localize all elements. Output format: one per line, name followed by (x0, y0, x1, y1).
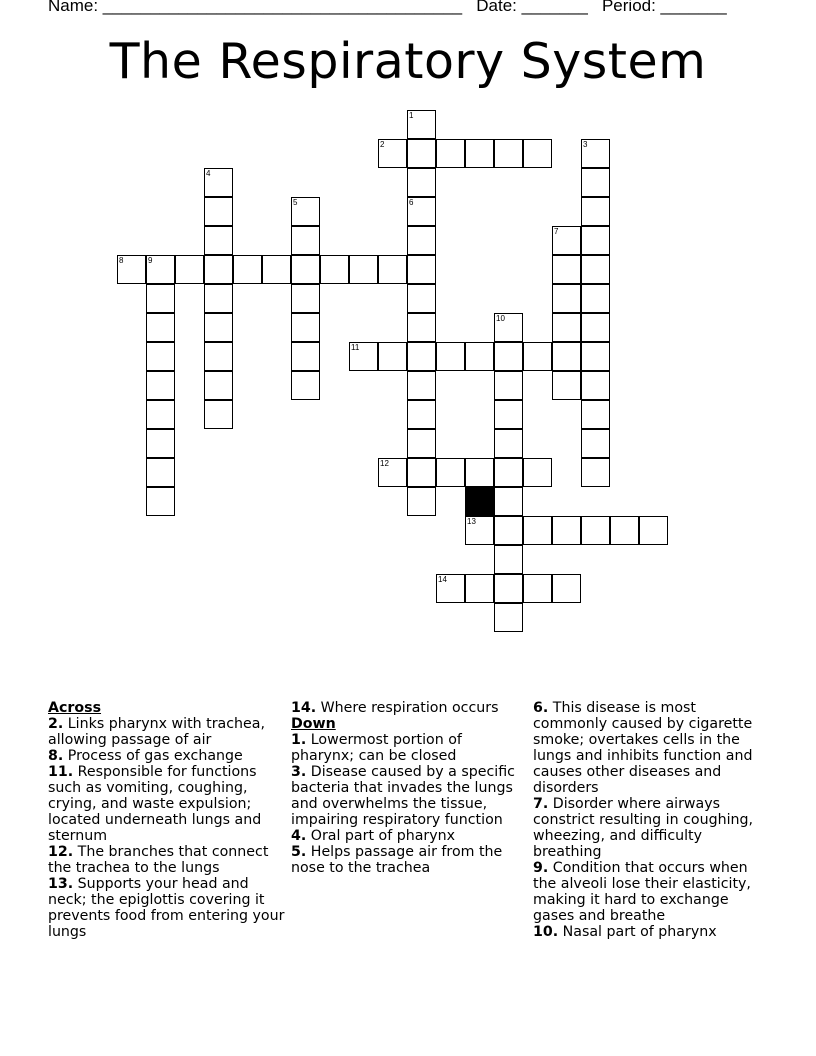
down-heading: Down (291, 716, 336, 732)
across-clue: 11. Responsible for functions such as vomiting, coughing, crying, and waste expulsion; located underneath lungs and sternum (48, 764, 262, 844)
crossword-cell[interactable] (581, 400, 610, 429)
crossword-cell[interactable] (378, 139, 407, 168)
clue-number: 1 (409, 111, 414, 120)
clue-number: 3 (583, 140, 588, 149)
crossword-cell[interactable] (465, 458, 494, 487)
crossword-cell[interactable] (291, 284, 320, 313)
clue-number: 6 (409, 198, 414, 207)
across-clue: 8. Process of gas exchange (48, 748, 243, 764)
crossword-cell[interactable] (581, 458, 610, 487)
clues-column-1 (48, 700, 286, 940)
crossword-cell[interactable] (233, 255, 262, 284)
crossword-cell[interactable] (552, 371, 581, 400)
crossword-cell[interactable] (407, 400, 436, 429)
clue-number: 5 (293, 198, 298, 207)
clues-column-2 (291, 700, 527, 876)
crossword-cell[interactable] (407, 458, 436, 487)
crossword-cell[interactable] (581, 342, 610, 371)
crossword-cell[interactable] (349, 255, 378, 284)
crossword-cell[interactable] (494, 139, 523, 168)
crossword-cell[interactable] (407, 197, 436, 226)
crossword-cell[interactable] (436, 458, 465, 487)
crossword-cell[interactable] (436, 139, 465, 168)
crossword-cell[interactable] (204, 197, 233, 226)
crossword-cell[interactable] (146, 400, 175, 429)
across-clue: 13. Supports your head and neck; the epiglottis covering it prevents food from entering your lungs (48, 876, 285, 940)
crossword-cell[interactable] (407, 110, 436, 139)
date-field[interactable]: Date: _______ (476, 0, 588, 15)
crossword-cell[interactable] (552, 284, 581, 313)
crossword-cell[interactable] (378, 458, 407, 487)
crossword-cell[interactable] (581, 284, 610, 313)
clues-column-3 (533, 700, 773, 940)
crossword-cell[interactable] (581, 255, 610, 284)
down-clue: 1. Lowermost portion of pharynx; can be closed (291, 732, 462, 764)
crossword-cell[interactable] (552, 516, 581, 545)
crossword-cell[interactable] (610, 516, 639, 545)
crossword-cell[interactable] (407, 429, 436, 458)
down-clue: 6. This disease is most commonly caused by cigarette smoke; overtakes cells in the lungs and inhibits function and causes other diseases and disorders (533, 700, 753, 796)
crossword-cell[interactable] (639, 516, 668, 545)
crossword-cell[interactable] (523, 516, 552, 545)
crossword-cell[interactable] (494, 371, 523, 400)
crossword-cell[interactable] (465, 139, 494, 168)
clue-number: 10 (496, 314, 505, 323)
crossword-cell[interactable] (204, 313, 233, 342)
clue-number: 4 (206, 169, 211, 178)
crossword-cell[interactable] (494, 458, 523, 487)
crossword-cell[interactable] (146, 429, 175, 458)
crossword-cell[interactable] (146, 284, 175, 313)
down-clue: 7. Disorder where airways constrict resulting in coughing, wheezing, and difficulty breathing (533, 796, 754, 860)
crossword-cell[interactable] (465, 342, 494, 371)
crossword-cell[interactable] (523, 574, 552, 603)
crossword-cell[interactable] (581, 371, 610, 400)
crossword-cell[interactable] (494, 400, 523, 429)
crossword-cell[interactable] (407, 226, 436, 255)
crossword-cell[interactable] (494, 516, 523, 545)
crossword-cell[interactable] (552, 226, 581, 255)
crossword-cell[interactable] (262, 255, 291, 284)
crossword-cell[interactable] (552, 313, 581, 342)
page-title: The Respiratory System (109, 33, 707, 90)
crossword-cell[interactable] (291, 313, 320, 342)
clue-number: 8 (119, 256, 124, 265)
crossword-cell[interactable] (117, 255, 146, 284)
across-heading: Across (48, 700, 102, 716)
crossword-cell[interactable] (407, 371, 436, 400)
crossword-cell[interactable] (204, 371, 233, 400)
crossword-cell[interactable] (523, 139, 552, 168)
crossword-cell[interactable] (494, 342, 523, 371)
name-field[interactable]: Name: ______________________________________ (48, 0, 463, 15)
crossword-cell[interactable] (494, 574, 523, 603)
crossword-cell[interactable] (436, 342, 465, 371)
crossword-cell[interactable] (349, 342, 378, 371)
crossword-cell[interactable] (494, 487, 523, 516)
crossword-cell[interactable] (581, 226, 610, 255)
down-clue: 4. Oral part of pharynx (291, 828, 456, 844)
crossword-cell[interactable] (494, 545, 523, 574)
down-clue: 10. Nasal part of pharynx (533, 924, 717, 940)
crossword-cell[interactable] (552, 255, 581, 284)
crossword-cell[interactable] (552, 342, 581, 371)
clue-number: 7 (554, 227, 559, 236)
crossword-cell[interactable] (407, 139, 436, 168)
crossword-cell[interactable] (581, 168, 610, 197)
clue-number: 14 (438, 575, 447, 584)
crossword-cell[interactable] (407, 342, 436, 371)
crossword-cell[interactable] (407, 168, 436, 197)
crossword-cell[interactable] (320, 255, 349, 284)
crossword-cell[interactable] (494, 313, 523, 342)
crossword-cell[interactable] (204, 284, 233, 313)
across-clue: 12. The branches that connect the trachea to the lungs (48, 844, 269, 876)
clue-number: 2 (380, 140, 385, 149)
crossword-cell[interactable] (494, 603, 523, 632)
across-clue: 14. Where respiration occurs (291, 700, 499, 716)
crossword-cell[interactable] (378, 255, 407, 284)
crossword-cell[interactable] (146, 342, 175, 371)
crossword-cell[interactable] (523, 458, 552, 487)
crossword-cell[interactable] (465, 516, 494, 545)
crossword-cell[interactable] (291, 371, 320, 400)
clue-number: 12 (380, 459, 389, 468)
crossword-cell[interactable] (465, 574, 494, 603)
clue-number: 13 (467, 517, 476, 526)
crossword-cell[interactable] (407, 313, 436, 342)
period-field[interactable]: Period: _______ (601, 0, 727, 15)
crossword-cell[interactable] (523, 342, 552, 371)
crossword-cell[interactable] (581, 313, 610, 342)
across-clue: 2. Links pharynx with trachea, allowing passage of air (48, 716, 265, 748)
crossword-cell[interactable] (146, 313, 175, 342)
crossword-cell[interactable] (204, 342, 233, 371)
crossword-cell[interactable] (581, 139, 610, 168)
crossword-cell[interactable] (291, 342, 320, 371)
down-clue: 9. Condition that occurs when the alveoli lose their elasticity, making it hard to exchange gases and breathe (533, 860, 751, 924)
crossword-cell[interactable] (146, 458, 175, 487)
crossword-cell[interactable] (204, 255, 233, 284)
crossword-cell[interactable] (581, 429, 610, 458)
crossword-cell[interactable] (204, 168, 233, 197)
down-clue: 3. Disease caused by a specific bacteria that invades the lungs and overwhelms the tissue, impairing respiratory function (291, 764, 515, 828)
crossword-cell[interactable] (581, 197, 610, 226)
crossword-black-cell (465, 487, 494, 516)
crossword-cell[interactable] (175, 255, 204, 284)
crossword-cell[interactable] (407, 284, 436, 313)
crossword-cell[interactable] (407, 487, 436, 516)
crossword-cell[interactable] (146, 255, 175, 284)
down-clue: 5. Helps passage air from the nose to the trachea (291, 844, 503, 876)
crossword-cell[interactable] (552, 574, 581, 603)
crossword-cell[interactable] (204, 226, 233, 255)
crossword-cell[interactable] (291, 255, 320, 284)
crossword-cell[interactable] (204, 400, 233, 429)
crossword-cell[interactable] (436, 574, 465, 603)
crossword-cell[interactable] (291, 226, 320, 255)
crossword-cell[interactable] (378, 342, 407, 371)
crossword-cell[interactable] (581, 516, 610, 545)
crossword-cell[interactable] (291, 197, 320, 226)
crossword-cell[interactable] (146, 487, 175, 516)
clue-number: 9 (148, 256, 153, 265)
clue-number: 11 (351, 343, 360, 352)
crossword-cell[interactable] (494, 429, 523, 458)
crossword-cell[interactable] (407, 255, 436, 284)
crossword-cell[interactable] (146, 371, 175, 400)
